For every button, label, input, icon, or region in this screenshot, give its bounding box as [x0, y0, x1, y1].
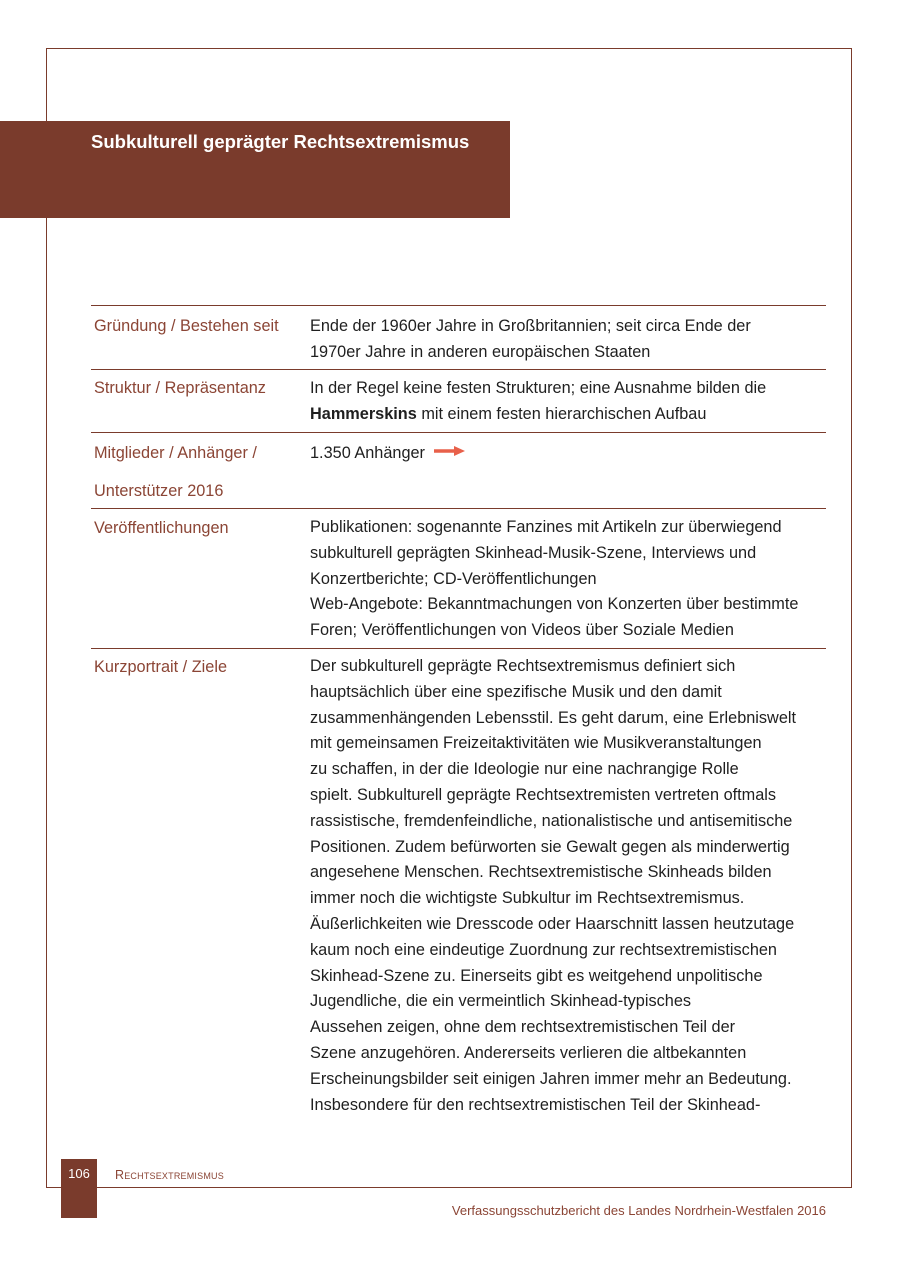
value-line: Publikationen: sogenannte Fanzines mit Artikeln zur überwiegend — [310, 518, 782, 536]
value-line: Foren; Veröffentlichungen von Videos über Soziale Medien — [310, 621, 734, 640]
value-line: subkulturell geprägten Skinhead-Musik-Szene, Interviews und — [310, 543, 757, 562]
value-line: Aussehen zeigen, ohne dem rechtsextremistischen Teil der — [310, 1018, 736, 1037]
fact-table — [91, 305, 826, 1118]
row-label: Struktur / Repräsentanz — [94, 379, 266, 397]
label-line: Mitglieder / Anhänger / — [94, 444, 257, 462]
value-line: spielt. Subkulturell geprägte Rechtsextremisten vertreten oftmals — [310, 785, 777, 804]
value-line: Äußerlichkeiten wie Dresscode oder Haarschnitt lassen heutzutage — [310, 914, 795, 933]
value-line: zu schaffen, in der die Ideologie nur eine nachrangige Rolle — [310, 760, 739, 779]
value-line: Positionen. Zudem befürworten sie Gewalt gegen als minderwertig — [310, 837, 790, 856]
value-line: Erscheinungsbilder seit einigen Jahren immer mehr an Bedeutung. — [310, 1069, 792, 1088]
value-line: Szene anzugehören. Andererseits verlieren die altbekannten — [310, 1043, 747, 1062]
table-row-publications — [91, 509, 826, 649]
page-number: 106 — [68, 1166, 90, 1181]
value-line: mit gemeinsamen Freizeitaktivitäten wie Musikveranstaltungen — [310, 734, 762, 753]
value-line: Der subkulturell geprägte Rechtsextremismus definiert sich — [310, 657, 736, 675]
value-line: immer noch die wichtigste Subkultur im Rechtsextremismus. — [310, 889, 745, 908]
value-line: Ende der 1960er Jahre in Großbritannien; seit circa Ende der — [310, 317, 751, 335]
row-label: Kurzportrait / Ziele — [94, 658, 228, 676]
row-value — [310, 375, 826, 432]
row-value — [310, 440, 826, 508]
value-line: kaum noch eine eindeutige Zuordnung zur rechtsextremistischen — [310, 940, 777, 959]
table-row-structure — [91, 370, 826, 433]
arrow-right-icon — [434, 439, 466, 465]
value-line: Insbesondere für den rechtsextremistischen Teil der Skinhead- — [310, 1095, 761, 1114]
bold-term: Hammerskins — [310, 405, 417, 423]
row-label: Veröffentlichungen — [94, 519, 229, 537]
value-line: angesehene Menschen. Rechtsextremistische Skinheads bilden — [310, 863, 772, 882]
section-name: Rechtsextremismus — [115, 1168, 224, 1182]
publication-footer: Verfassungsschutzbericht des Landes Nordrhein-Westfalen 2016 — [451, 1203, 826, 1218]
row-value — [310, 313, 826, 369]
member-count: 1.350 Anhänger — [310, 444, 425, 462]
value-line: rassistische, fremdenfeindliche, nationalistische und antisemitische — [310, 811, 793, 830]
value-line: 1970er Jahre in anderen europäischen Staaten — [310, 343, 651, 361]
value-line: Skinhead-Szene zu. Einerseits gibt es weitgehend unpolitische — [310, 966, 763, 985]
value-line-rest: mit einem festen hierarchischen Aufbau — [416, 405, 707, 423]
table-row-members — [91, 433, 826, 509]
value-line — [310, 401, 826, 427]
value-line: zusammenhängenden Lebensstil. Es geht darum, eine Erlebniswelt — [310, 708, 797, 727]
table-row-founding — [91, 306, 826, 370]
value-line: In der Regel keine festen Strukturen; eine Ausnahme bilden die — [310, 379, 767, 397]
row-label — [91, 434, 310, 508]
row-label: Gründung / Bestehen seit — [94, 317, 279, 335]
table-row-profile — [91, 649, 826, 1118]
value-line: Jugendliche, die ein vermeintlich Skinhead-typisches — [310, 992, 692, 1011]
row-value — [310, 654, 826, 1118]
value-line: hauptsächlich über eine spezifische Musik und den damit — [310, 682, 722, 701]
page-title: Subkulturell geprägter Rechtsextremismus — [91, 131, 470, 152]
value-line: Konzertberichte; CD-Veröffentlichungen — [310, 569, 597, 588]
label-line: Unterstützer 2016 — [94, 482, 224, 500]
row-value — [310, 515, 826, 648]
value-line: Web-Angebote: Bekanntmachungen von Konzerten über bestimmte — [310, 595, 799, 614]
